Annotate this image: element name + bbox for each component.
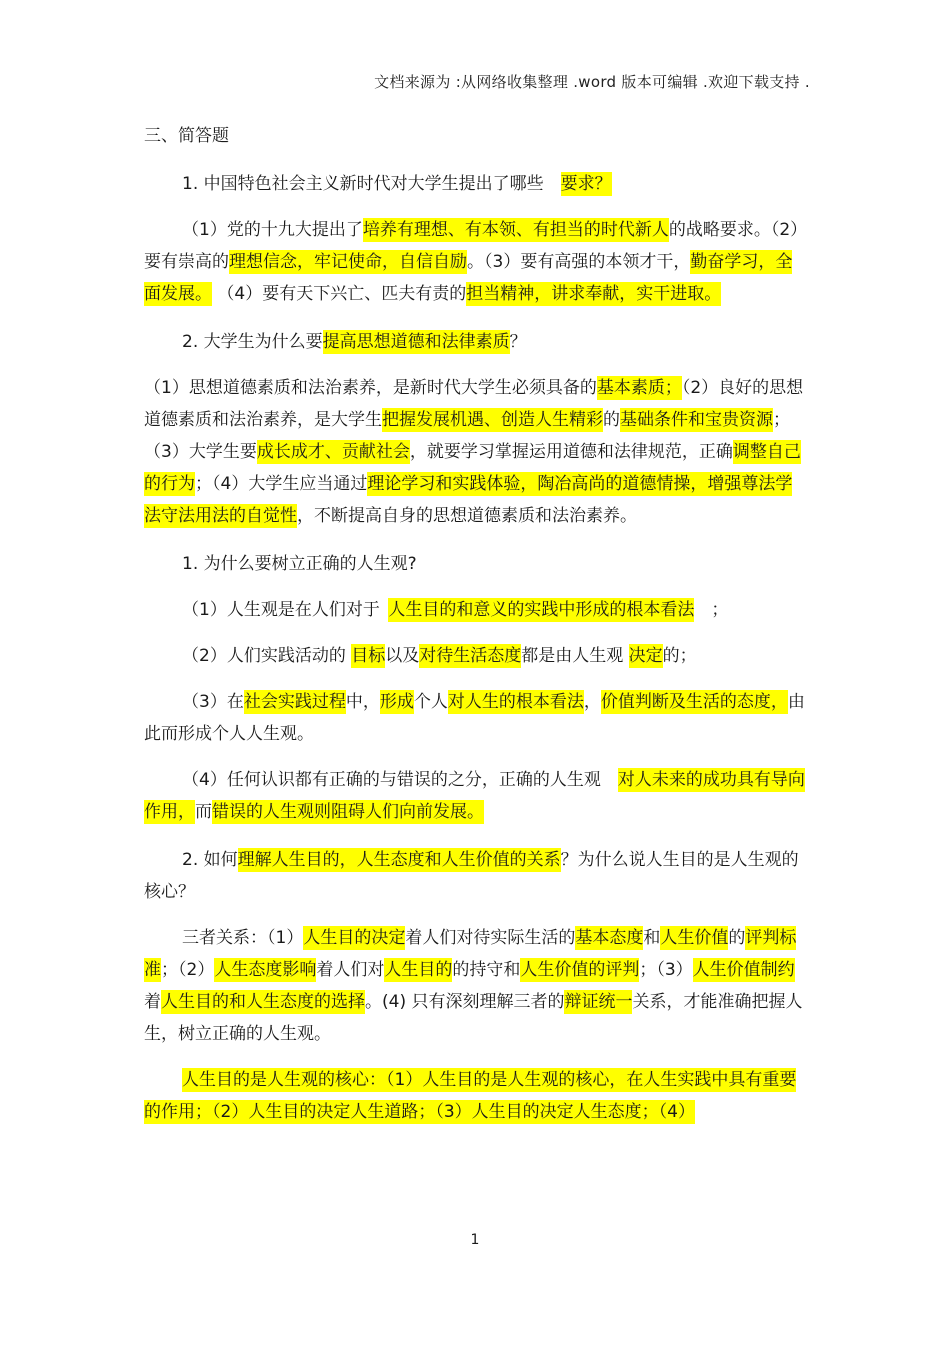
answer-4-relations: 三者关系：（1）人生目的决定着人们对待实际生活的基本态度和人生价值的评判标准；（2）人生态度影响着人们对人生目的的持守和人生价值的评判；（3）人生价值制约着人生目的和人生态度的选择。(4) 只有深刻理解三者的辩证统一关系，才能准确把握人生，树立正确的人生观。 [144,928,803,1044]
answer-1: （1）党的十九大提出了培养有理想、有本领、有担当的时代新人的战略要求。（2）要有崇高的理想信念，牢记使命，自信自励。（3）要有高强的本领才干，勤奋学习，全面发展。 （4）要有天下兴亡、匹夫有责的担当精神，讲求奉献，实干进取。 [144,220,799,304]
answer-3-point-3: （3）在社会实践过程中，形成个人对人生的根本看法，价值判断及生活的态度，由此而形成个人人生观。 [144,692,805,744]
answer-3-point-4: （4）任何认识都有正确的与错误的之分，正确的人生观 对人未来的成功具有导向作用，而错误的人生观则阻碍人们向前发展。 [144,770,805,822]
document-body [144,120,806,1128]
answer-4-core: 人生目的是人生观的核心：（1）人生目的是人生观的核心，在人生实践中具有重要的作用；（2）人生目的决定人生道路；（3）人生目的决定人生态度；（4） [144,1070,797,1122]
answer-3-point-1: （1）人生观是在人们对于 人生目的和意义的实践中形成的根本看法 ； [182,600,729,620]
page-number: 1 [470,1232,480,1248]
page-header: 文档来源为 :从网络收集整理 .word 版本可编辑 .欢迎下载支持 . [374,73,810,91]
question-4-title: 2. 如何理解人生目的，人生态度和人生价值的关系？为什么说人生目的是人生观的核心？ [144,850,799,902]
question-2-title: 2. 大学生为什么要提高思想道德和法律素质？ [182,332,527,352]
question-3-title: 1. 为什么要树立正确的人生观? [182,554,417,574]
answer-3-point-2: （2）人们实践活动的 目标以及对待生活态度都是由人生观 决定的； [182,646,697,666]
question-1-title: 1. 中国特色社会主义新时代对大学生提出了哪些 要求？ [182,174,612,194]
section-title: 三、简答题 [144,126,229,146]
answer-2: （1）思想道德素质和法治素养，是新时代大学生必须具备的基本素质；（2）良好的思想道德素质和法治素养，是大学生把握发展机遇、创造人生精彩的基础条件和宝贵资源；（3）大学生要成长成才、贡献社会，就要学习掌握运用道德和法律规范，正确调整自己的行为；（4）大学生应当通过理论学习和实践体验，陶冶高尚的道德情操，增强尊法学法守法用法的自觉性，不断提高自身的思想道德素质和法治素养。 [144,378,804,526]
